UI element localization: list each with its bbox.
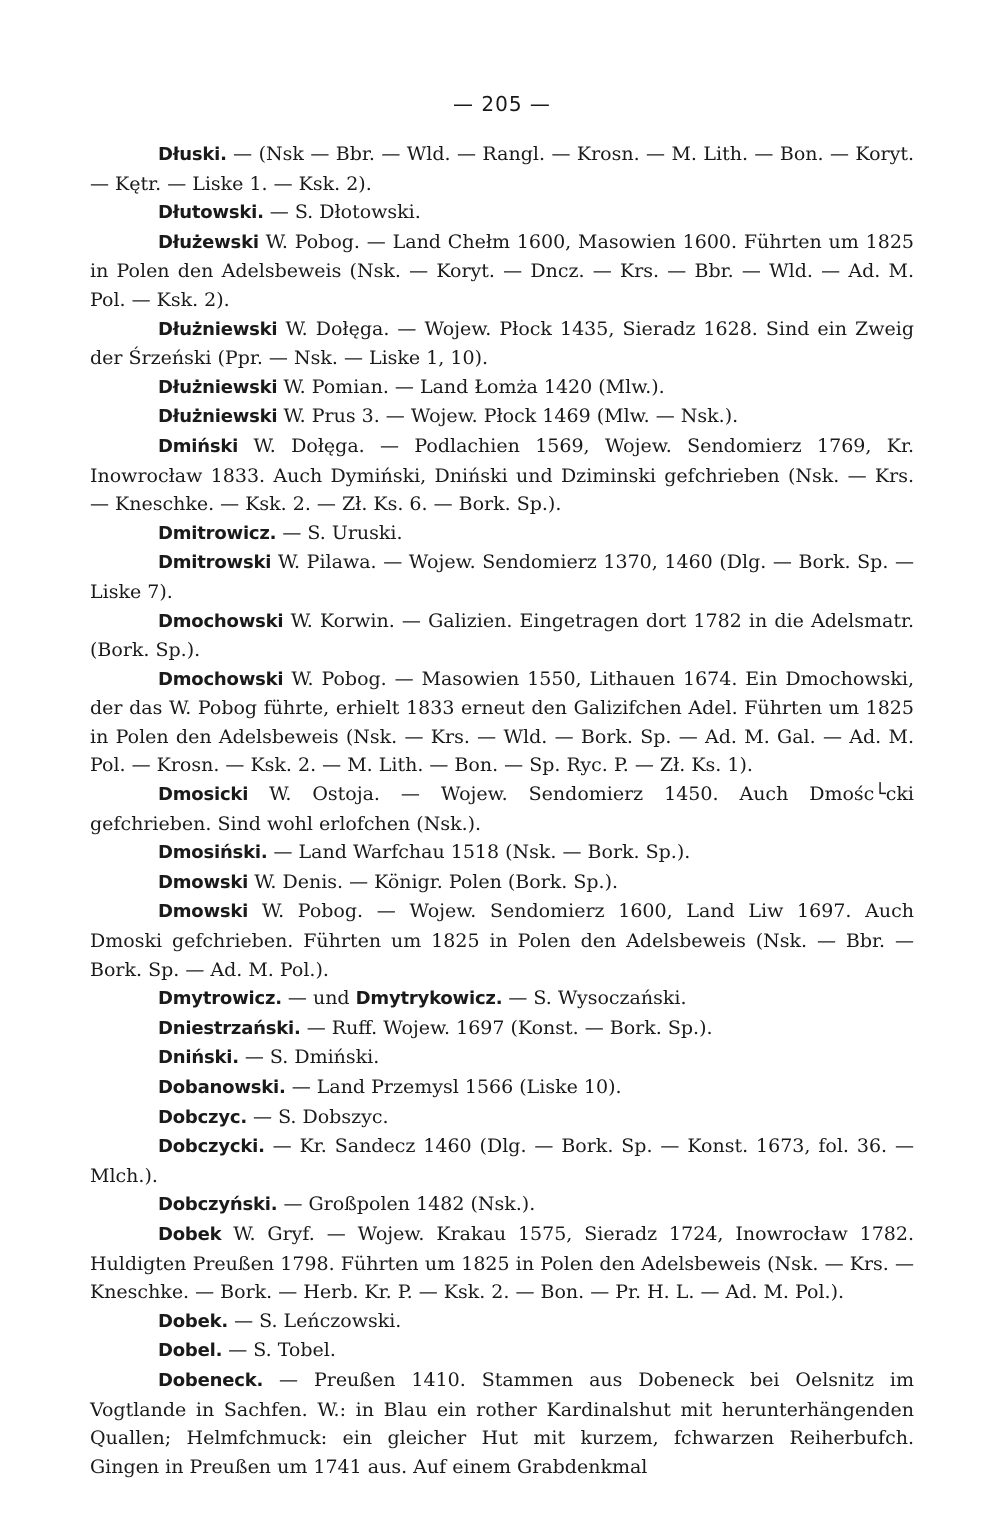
entry-text: W. Gryf. — Wojew. Krakau 1575, Sieradz 1724, Inowrocław 1782. Huldigten Preußen 1798. Führten um 1825 in Polen den Adelsbeweis (Nsk. — Krs. — Kneschke. — Bork. — Herb. Kr. P. — Ksk. 2. — Bon. — Pr. H. L. — Ad. M. Pol.). [90,1222,914,1304]
entry-text: — S. Dłotowski. [269,201,421,224]
entry [90,897,914,984]
entry-headword: Dobek [158,1223,222,1245]
entry-headword: Dmochowski [158,610,284,632]
entry-text: — Preußen 1410. Stammen aus Dobeneck bei Oelsnitz im Vogtlande in Sachfen. W.: in Blau ein rother Kardinalshut mit herunterhängenden Quallen; Helmfchmuck: ein gleicher Hut mit kurzem, fchwarzen Reiherbufch. Gingen in Preußen um 1741 aus. Auf einem Grabdenkmal [90,1368,914,1478]
entry [90,315,914,373]
entry [90,1366,914,1481]
entry-headword: Dłużniewski [158,318,278,340]
entry-headword: Dmosicki [158,784,249,806]
entry-text: W. Prus 3. — Wojew. Płock 1469 (Mlw. — Nsk.). [283,405,739,428]
entry-text: — Ruff. Wojew. 1697 (Konst. — Bork. Sp.). [306,1016,713,1039]
entry-headword: Dmosiński. [158,842,268,864]
entry-text: W. Dołęga. — Wojew. Płock 1435, Sieradz 1628. Sind ein Zweig der Śrzeński (Ppr. — Nsk. — Liske 1, 10). [90,317,914,370]
entry-text: — Kr. Sandecz 1460 (Dlg. — Bork. Sp. — Konst. 1673, fol. 36. — Mlch.). [90,1135,914,1187]
entry-headword: Dłużniewski [158,406,278,428]
entry-text: — Land Warfchau 1518 (Nsk. — Bork. Sp.). [273,841,691,864]
entry-headword: Dobczyński. [158,1194,278,1216]
entry-text: — Großpolen 1482 (Nsk.). [283,1193,536,1216]
entry-text: — S. Leńczowski. [234,1309,402,1332]
entry [90,402,914,432]
entry-text: W. Ostoja. — Wojew. Sendomierz 1450. Auch Dmośc└cki gefchrieben. Sind wohl erlofchen (Nsk.). [90,783,914,835]
entry-headword: Dmochowski [158,668,284,690]
entry [90,1336,914,1366]
entry-text: W. Pobog. — Wojew. Sendomierz 1600, Land Liw 1697. Auch Dmoski gefchrieben. Führten um 1825 in Polen den Adelsbeweis (Nsk. — Bbr. — Bork. Sp. — Ad. M. Pol.). [90,900,914,981]
entry-headword-secondary: Dmytrykowicz. [355,988,503,1010]
entry [90,519,914,549]
entry [90,1190,914,1220]
entry [90,1043,914,1073]
entry [90,140,914,198]
entry [90,984,914,1014]
entry [90,607,914,665]
entry [90,228,914,315]
entry-headword: Dobczyc. [158,1106,247,1128]
entry [90,838,914,868]
entry [90,1220,914,1307]
entry-headword: Dobczycki. [158,1136,265,1158]
entry-headword: Dłużniewski [158,376,278,398]
entry-headword: Dobel. [158,1340,223,1362]
entry [90,548,914,606]
entry-text: W. Denis. — Königr. Polen (Bork. Sp.). [254,870,619,893]
entry-headword: Dłutowski. [158,202,264,224]
entry-text: — S. Uruski. [282,521,403,544]
entry-headword: Dmiński [158,435,239,457]
entry [90,373,914,403]
entry-headword: Dłuski. [158,144,227,165]
entry-headword: Dłużewski [158,231,259,253]
entry-headword: Dobeneck. [158,1369,264,1391]
entry-text: — S. Dmiński. [244,1046,380,1069]
entry-text: W. Pobog. — Land Chełm 1600, Masowien 1600. Führten um 1825 in Polen den Adelsbeweis (Nsk. — Koryt. — Dncz. — Krs. — Bbr. — Wld. — Ad. M. Pol. — Ksk. 2). [90,230,914,311]
entry-text-secondary: — S. Wysoczański. [508,987,687,1010]
entry-text: — (Nsk — Bbr. — Wld. — Rangl. — Krosn. — M. Lith. — Bon. — Koryt. — Kętr. — Liske 1. — Ksk. 2). [90,143,914,195]
entry-headword: Dmitrowski [158,552,272,574]
entry-text: W. Pilawa. — Wojew. Sendomierz 1370, 1460 (Dlg. — Bork. Sp. — Liske 7). [90,551,914,603]
entry-text: — und [287,987,350,1010]
entry-text: W. Pobog. — Masowien 1550, Lithauen 1674. Ein Dmochowski, der das W. Pobog führte, erhielt 1833 erneut den Galizifchen Adel. Führten um 1825 in Polen den Adelsbeweis (Nsk. — Krs. — Wld. — Bork. Sp. — Ad. M. Gal. — Ad. M. Pol. — Krosn. — Ksk. 2. — M. Lith. — Bon. — Sp. Ryc. P. — Zł. Ks. 1). [90,667,915,777]
entry [90,1103,914,1133]
entry [90,1307,914,1337]
entry-text: W. Pomian. — Land Łomża 1420 (Mlw.). [283,375,665,398]
entry [90,1014,914,1044]
page-number: — 205 — [453,92,551,116]
entry-text: — S. Dobszyc. [253,1105,389,1128]
entry-text: W. Korwin. — Galizien. Eingetragen dort 1782 in die Adelsmatr. (Bork. Sp.). [90,609,914,662]
entry-headword: Dobanowski. [158,1077,286,1098]
entry-text: — S. Tobel. [228,1339,336,1362]
entry [90,868,914,898]
entry-headword: Dmowski [158,871,249,893]
entry [90,1132,914,1190]
dictionary-page [90,90,914,1481]
entry-headword: Dmowski [158,901,249,923]
entry [90,665,914,780]
entry-headword: Dmitrowicz. [158,522,277,544]
entry [90,780,914,838]
entry [90,1073,914,1103]
entry [90,198,914,228]
entry [90,432,914,519]
entry-headword: Dniński. [158,1047,239,1069]
entry-headword: Dmytrowicz. [158,988,282,1010]
entry-text: — Land Przemysl 1566 (Liske 10). [291,1076,622,1098]
entry-headword: Dobek. [158,1310,229,1332]
entry-headword: Dniestrzański. [158,1017,301,1039]
entry-text: W. Dołęga. — Podlachien 1569, Wojew. Sendomierz 1769, Kr. Inowrocław 1833. Auch Dymiński, Dniński und Dziminski gefchrieben (Nsk. — Krs. — Kneschke. — Ksk. 2. — Zł. Ks. 6. — Bork. Sp.). [90,434,915,516]
